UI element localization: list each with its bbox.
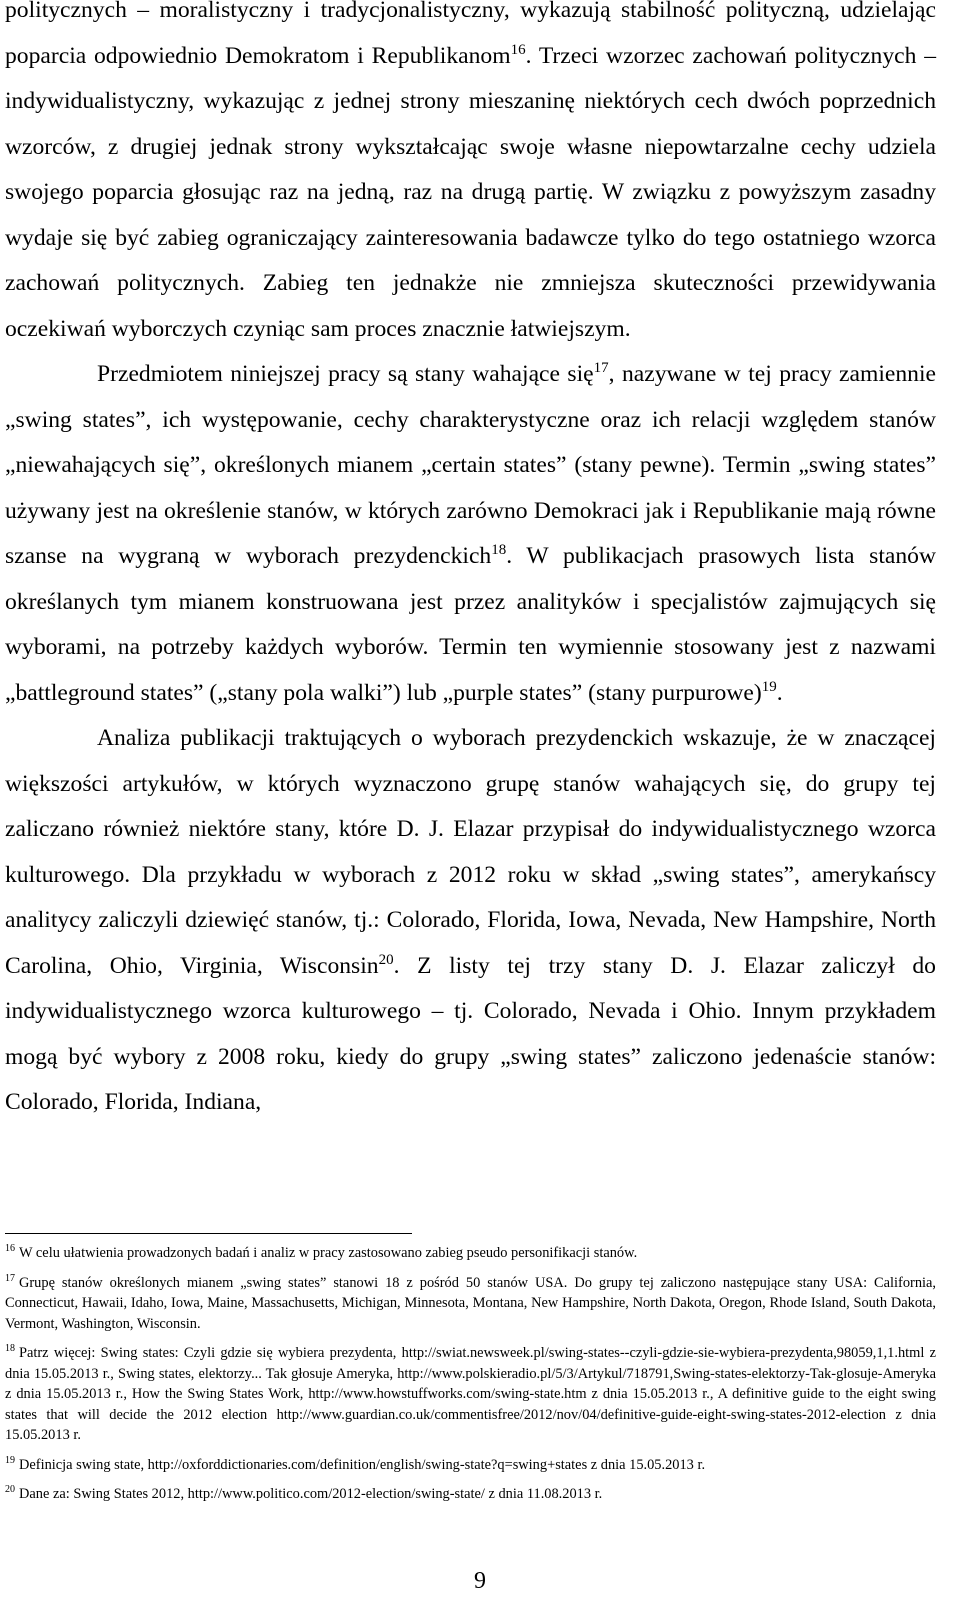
paragraph-text: Analiza publikacji traktujących o wyborach prezydenckich wskazuje, że w znaczącej większości artykułów, w których wyznaczono grupę stanów wahających się, do grupy tej zaliczano również niektóre stany, które D. J. Elazar przypisał do indywidualistycznego wzorca kulturowego. Dla przykładu w wyborach z 2012 roku w skład „swing states”, amerykańscy analitycy zaliczyli dziewięć stanów, tj.: Colorado, Florida, Iowa, Nevada, New Hampshire, North Carolina, Ohio, Virginia, Wisconsin xyxy=(5,725,936,979)
paragraph-text: . xyxy=(776,679,783,706)
paragraph-text: . Trzeci wzorzec zachowań politycznych – indywidualistyczny, wykazując z jednej strony mieszaninę niektórych cech dwóch poprzednich wzorców, z drugiej jednak strony wykształcając swoje własne niepowtarzalne cechy udziela swojego poparcia głosując raz na jedną, raz na drugą partię. W związku z powyższym zasadny wydaje się być zabieg ograniczający zainteresowania badawcze tylko do tego ostatniego wzorca zachowań politycznych. Zabieg ten jednakże nie zmniejsza skuteczności przewidywania oczekiwań wyborczych czyniąc sam proces znacznie łatwiejszym. xyxy=(5,42,936,342)
footnote-separator xyxy=(5,1233,412,1234)
paragraph-text: politycznych – moralistyczny i tradycjonalistyczny, wykazują stabilność polityczną, udzielając poparcia odpowiednio Demokratom i Republikanom xyxy=(5,0,936,69)
paragraph-text: . Z listy tej trzy stany D. J. Elazar zaliczył do indywidualistycznego wzorca kulturowego – tj. Colorado, Nevada i Ohio. Innym przykładem mogą być wybory z 2008 roku, kiedy do grupy „swing states” zaliczono jedenaście stanów: Colorado, Florida, Indiana, xyxy=(5,952,936,1115)
paragraph-text: Przedmiotem niniejszej pracy są stany wahające się xyxy=(97,361,594,387)
footnote-number: 20 xyxy=(5,1484,15,1496)
paragraph-continued xyxy=(5,0,936,352)
page-number: 9 xyxy=(474,1568,486,1594)
footnote-number: 17 xyxy=(5,1272,15,1284)
footnote-text: Grupę stanów określonych mianem „swing states” stanowi 18 z pośród 50 stanów USA. Do grupy tej zaliczono następujące stany USA: California, Connecticut, Hawaii, Idaho, Iowa, Maine, Massachusetts, Michigan, Minnesota, Montana, New Hampshire, North Dakota, Oregon, Rhode Island, South Dakota, Vermont, Washington, Wisconsin. xyxy=(5,1274,936,1332)
footnote-text: Dane za: Swing States 2012, http://www.politico.com/2012-election/swing-state/ z dnia 11.08.2013 r. xyxy=(19,1486,603,1502)
footnote-17 xyxy=(5,1273,936,1335)
paragraph-text: , nazywane w tej pracy zamiennie „swing states”, ich występowanie, cechy charakterystyczne oraz ich relacji względem stanów „niewahających się”, określonych mianem „certain states” (stany pewne). Termin „swing states” używany jest na określenie stanów, w których zarówno Demokraci jak i Republikanie mają równe szanse na wygraną w wyborach prezydenckich xyxy=(5,361,936,569)
footnote-text: W celu ułatwienia prowadzonych badań i analiz w pracy zastosowano zabieg pseudo personifikacji stanów. xyxy=(19,1245,638,1261)
footnote-text: Patrz więcej: Swing states: Czyli gdzie się wybiera prezydenta, http://swiat.newsweek.pl/swing-states--czyli-gdzie-sie-wybiera-prezydenta,98059,1,1.html z dnia 15.05.2013 r., Swing states, elektorzy... Tak głosuje Ameryka, http://www.polskieradio.pl/5/3/Artykul/718791,Swing-states-elektorzy-Tak-glosuje-Ameryka z dnia 15.05.2013 r., How the Swing States Work, http://www.howstuffworks.com/swing-state.htm z dnia 15.05.2013 r., A definitive guide to the eight swing states that will decide the 2012 election http://www.guardian.co.uk/commentisfree/2012/nov/04/definitive-guide-eight-swing-states-2012-election z dnia 15.05.2013 r. xyxy=(5,1345,936,1443)
footnote-19 xyxy=(5,1455,936,1476)
footnote-ref-16: 16 xyxy=(510,41,526,58)
footnote-number: 19 xyxy=(5,1454,15,1466)
body-text xyxy=(5,0,936,1126)
footnote-number: 18 xyxy=(5,1343,15,1355)
paragraph-text: . W publikacjach prasowych lista stanów określanych tym mianem konstruowana jest przez analityków i specjalistów zajmujących się wyborami, na potrzeby każdych wyborów. Termin ten wymiennie stosowany jest z nazwami „battleground states” („stany pola walki”) lub „purple states” (stany purpurowe) xyxy=(5,543,936,706)
footnote-ref-18: 18 xyxy=(491,542,507,559)
footnote-ref-20: 20 xyxy=(378,951,394,968)
paragraph-subject xyxy=(5,352,936,716)
footnote-20 xyxy=(5,1484,936,1505)
footnote-ref-17: 17 xyxy=(593,360,609,377)
footnote-18 xyxy=(5,1343,936,1446)
footnote-number: 16 xyxy=(5,1243,15,1255)
footnote-16 xyxy=(5,1243,936,1264)
footnotes xyxy=(5,1243,936,1514)
footnote-ref-19: 19 xyxy=(761,678,777,695)
paragraph-analysis xyxy=(5,716,936,1126)
footnote-text: Definicja swing state, http://oxforddictionaries.com/definition/english/swing-state?q=swing+states z dnia 15.05.2013 r. xyxy=(19,1456,706,1473)
